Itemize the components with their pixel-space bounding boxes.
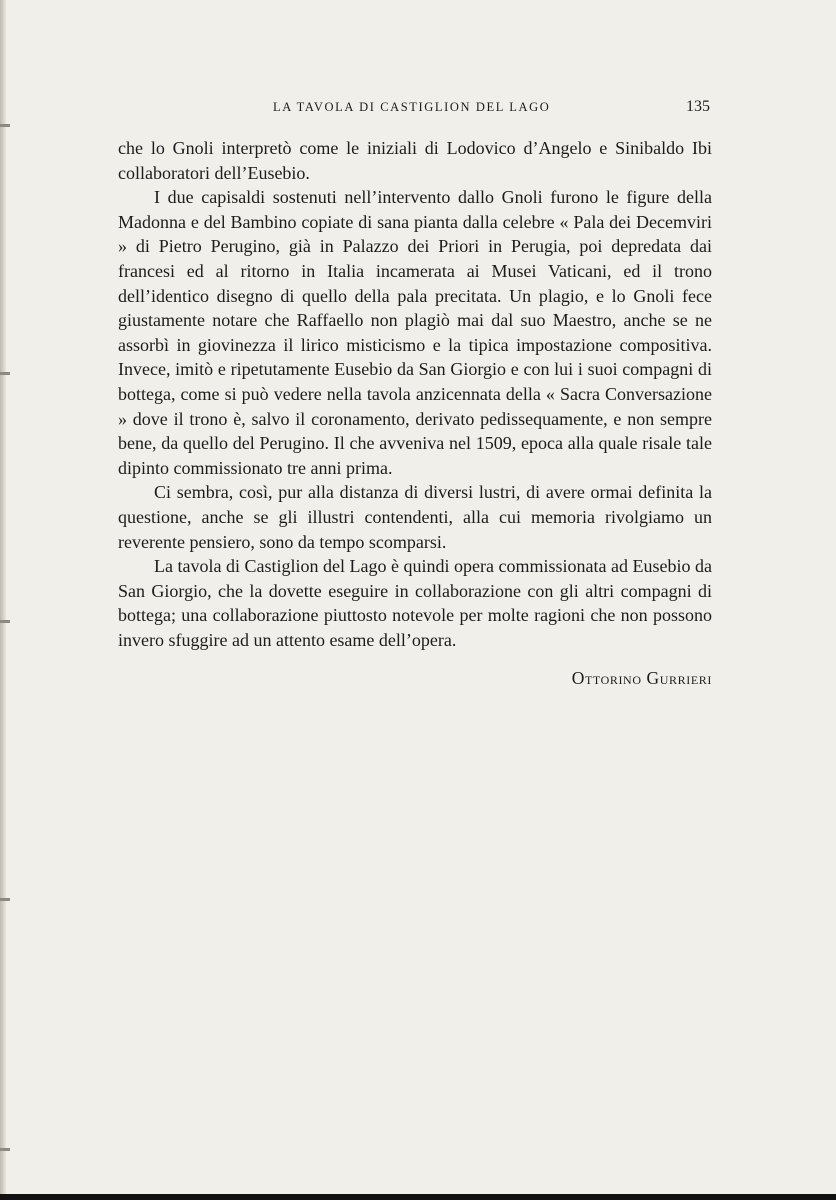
binding-stitch (0, 372, 10, 375)
paragraph: Ci sembra, così, pur alla distanza di diversi lustri, di avere ormai definita la questione, anche se gli illustri contendenti, alla cui memoria rivolgiamo un reverente pensiero, sono da tempo scomparsi. (118, 482, 712, 552)
binding-stitch (0, 1148, 10, 1151)
page-header (118, 98, 712, 120)
binding-stitch (0, 620, 10, 623)
paragraph: che lo Gnoli interpretò come le iniziali di Lodovico d’Angelo e Sinibaldo Ibi collaboratori dell’Eusebio. (118, 138, 712, 183)
page-binding-edge (0, 0, 6, 1200)
running-title: LA TAVOLA DI CASTIGLION DEL LAGO (273, 100, 551, 114)
binding-stitch (0, 124, 10, 127)
page-number: 135 (686, 98, 710, 115)
body-text (118, 136, 712, 691)
binding-stitch (0, 898, 10, 901)
author-signature: Ottorino Gurrieri (571, 668, 712, 689)
paragraph: La tavola di Castiglion del Lago è quindi opera commissionata ad Eusebio da San Giorgio, che la dovette eseguire in collaborazione con gli altri compagni di bottega; una collaborazione piuttosto notevole per molte ragioni che non possono invero sfuggire ad un attento esame dell’opera. (118, 556, 712, 650)
scan-bottom-edge (0, 1194, 836, 1200)
paragraph: I due capisaldi sostenuti nell’intervento dallo Gnoli furono le figure della Madonna e del Bambino copiate di sana pianta dalla celebre « Pala dei Decemviri » di Pietro Perugino, già in Palazzo dei Priori in Perugia, poi depredata dai francesi ed al ritorno in Italia incamerata ai Musei Vaticani, ed il trono dell’identico disegno di quello della pala precitata. Un plagio, e lo Gnoli fece giustamente notare che Raffaello non plagiò mai dal suo Maestro, anche se ne assorbì in giovinezza il lirico misticismo e la tipica impostazione compositiva. Invece, imitò e ripetutamente Eusebio da San Giorgio e con lui i suoi compagni di bottega, come si può vedere nella tavola anzicennata della « Sacra Conversazione » dove il trono è, salvo il coronamento, derivato pedissequamente, e non sempre bene, da quello del Perugino. Il che avveniva nel 1509, epoca alla quale risale tale dipinto commissionato tre anni prima. (118, 187, 712, 478)
